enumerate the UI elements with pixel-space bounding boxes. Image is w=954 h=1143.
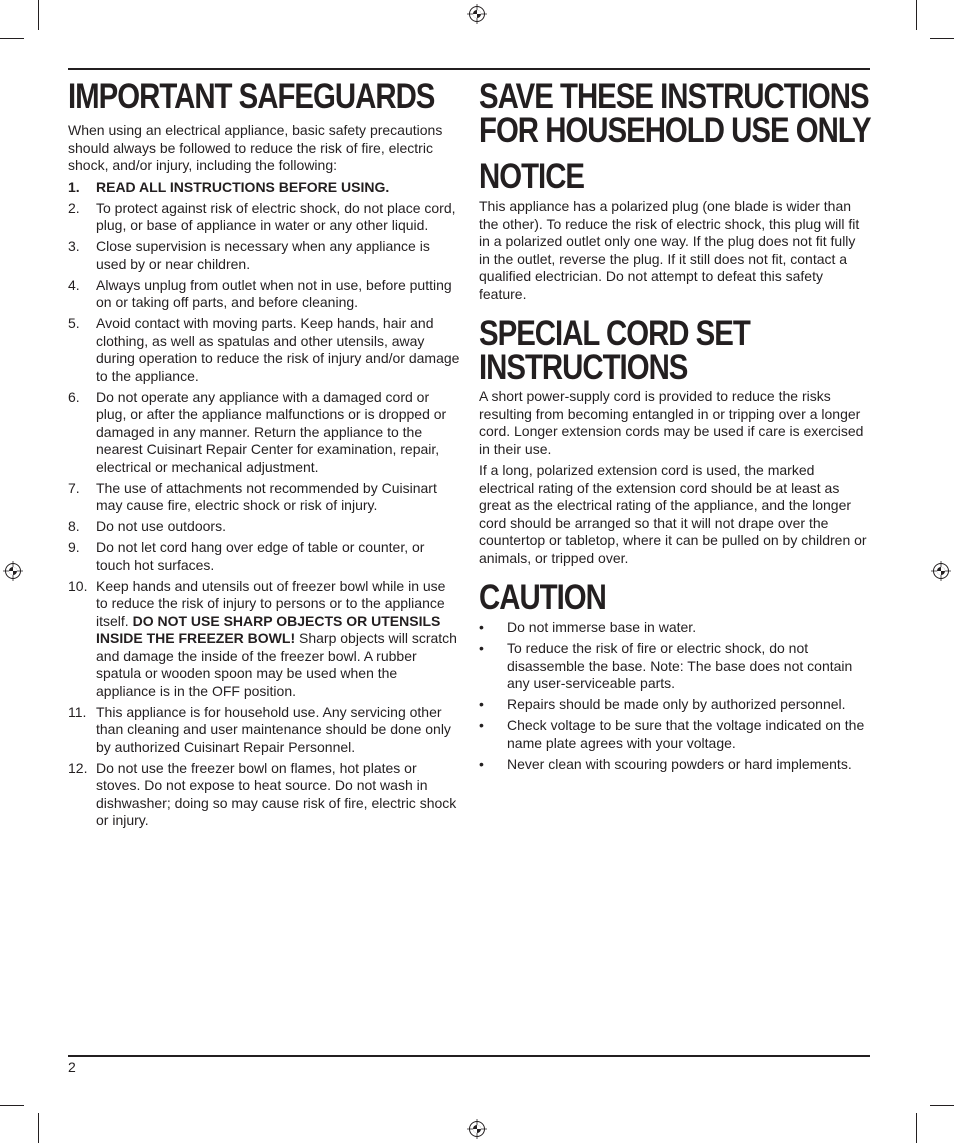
registration-mark-icon: [931, 561, 951, 581]
list-item: 11. This appliance is for household use. Any servicing other than cleaning and user maintenance should be done only by authorized Cuisinart Repair Personnel.: [68, 703, 451, 755]
list-item: 3. Close supervision is necessary when any appliance is used by or near children.: [68, 238, 430, 272]
cord-heading-line-2: INSTRUCTIONS: [479, 348, 688, 387]
notice-text: This appliance has a polarized plug (one blade is wider than the other). To reduce the risk of electric shock, this plug will fit in a polarized outlet only one way. If the plug does not fit fully in the outlet, reverse the plug. If it still does not fit, contact a qualified electrician. Do not attempt to defeat this safety feature.: [479, 198, 860, 302]
list-item: 9. Do not let cord hang over edge of table or counter, or touch hot surfaces.: [68, 539, 425, 573]
notice-heading: NOTICE: [479, 157, 585, 196]
registration-mark-icon: [467, 4, 487, 24]
crop-mark: [0, 38, 24, 39]
crop-mark: [930, 1105, 954, 1106]
crop-mark: [38, 1113, 39, 1143]
list-item: • Repairs should be made only by authorized personnel.: [479, 696, 846, 712]
registration-mark-icon: [467, 1119, 487, 1139]
list-item: 8. Do not use outdoors.: [68, 518, 226, 534]
page-number: 2: [68, 1059, 76, 1075]
registration-mark-icon: [3, 561, 23, 581]
safeguards-heading: IMPORTANT SAFEGUARDS: [68, 77, 435, 116]
instructions-column: [479, 77, 871, 777]
list-item: 7. The use of attachments not recommended by Cuisinart may cause fire, electric shock or risk of injury.: [68, 479, 437, 513]
safeguards-list: [68, 179, 460, 830]
list-item: • To reduce the risk of fire or electric shock, do not disassemble the base. Note: The base does not contain any user-serviceable parts.: [479, 640, 853, 691]
cord-heading-line-1: SPECIAL CORD SET: [479, 314, 750, 353]
caution-heading: CAUTION: [479, 578, 606, 617]
list-item: 5. Avoid contact with moving parts. Keep hands, hair and clothing, as well as spatulas and other utensils, away during operation to reduce the risk of injury and/or damage to the appliance.: [68, 315, 460, 384]
save-heading-block: [479, 77, 871, 150]
bottom-rule: [68, 1055, 870, 1057]
safeguards-intro: When using an electrical appliance, basic safety precautions should always be followed to reduce the risk of fire, electric shock, and/or injury, including the following:: [68, 122, 443, 173]
list-item: 10. Keep hands and utensils out of freezer bowl while in use to reduce the risk of injury to persons or to the appliance itself. DO NOT USE SHARP OBJECTS OR UTENSILS INSIDE THE FREEZER BOWL! Sharp objects will scratch and damage the inside of the freezer bowl. A rubber spatula or wooden spoon may be used when the appliance is in the OFF position.: [68, 577, 457, 699]
list-item: • Check voltage to be sure that the voltage indicated on the name plate agrees with your voltage.: [479, 717, 865, 751]
list-item: 1. READ ALL INSTRUCTIONS BEFORE USING.: [68, 178, 390, 195]
crop-mark: [916, 0, 917, 30]
list-item: • Never clean with scouring powders or hard implements.: [479, 755, 852, 772]
list-item: • Do not immerse base in water.: [479, 619, 697, 635]
list-item: 6. Do not operate any appliance with a damaged cord or plug, or after the appliance malfunctions or is dropped or damaged in any manner. Return the appliance to the nearest Cuisinart Repair Center for examination, repair, electrical or mechanical adjustment.: [68, 388, 447, 475]
cord-heading-block: [479, 314, 869, 387]
crop-mark: [38, 0, 39, 30]
list-item: 4. Always unplug from outlet when not in use, before putting on or taking off parts, and before cleaning.: [68, 276, 452, 310]
save-heading-line-1: SAVE THESE INSTRUCTIONS: [479, 77, 869, 116]
safeguards-column: [68, 77, 460, 833]
list-item: 12. Do not use the freezer bowl on flames, hot plates or stoves. Do not expose to heat source. Do not wash in dishwasher; doing so may cause risk of fire, electric shock or injury.: [68, 759, 457, 828]
cord-text-1: A short power-supply cord is provided to reduce the risks resulting from becoming entangled in or tripping over a longer cord. Longer extension cords may be used if care is exercised in their use.: [479, 388, 864, 457]
cord-text-2: If a long, polarized extension cord is used, the marked electrical rating of the extension cord should be at least as great as the electrical rating of the appliance, and the longer cord should be arranged so that it will not drape over the countertop or tabletop, where it can be pulled on by children or animals, or tripped over.: [479, 462, 867, 566]
crop-mark: [916, 1113, 917, 1143]
caution-list: [479, 619, 869, 773]
crop-mark: [0, 1105, 24, 1106]
save-heading-line-2: FOR HOUSEHOLD USE ONLY: [479, 111, 871, 150]
crop-mark: [930, 38, 954, 39]
top-rule: [68, 68, 870, 70]
list-item: 2. To protect against risk of electric shock, do not place cord, plug, or base of appliance in water or any other liquid.: [68, 199, 456, 233]
